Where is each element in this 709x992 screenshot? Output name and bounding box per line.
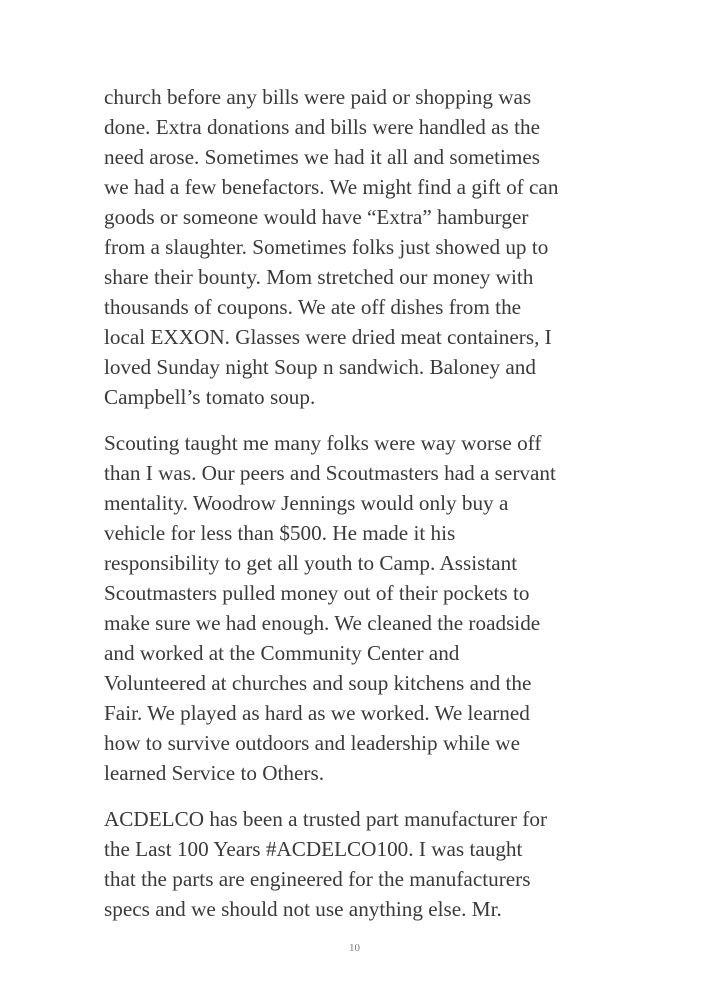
- text-line: goods or someone would have “Extra” hamburger: [104, 205, 529, 229]
- text-line: ACDELCO has been a trusted part manufacturer for: [104, 807, 548, 831]
- text-line: how to survive outdoors and leadership while we: [104, 731, 521, 755]
- text-line: than I was. Our peers and Scoutmasters had a servant: [104, 461, 556, 485]
- text-line: we had a few benefactors. We might find a gift of can: [104, 175, 559, 199]
- paragraph-scouting: [104, 428, 606, 788]
- text-line: vehicle for less than $500. He made it his: [104, 521, 456, 545]
- text-line: Scoutmasters pulled money out of their pockets to: [104, 581, 530, 605]
- body-text: [104, 82, 606, 940]
- text-line: thousands of coupons. We ate off dishes from the: [104, 295, 522, 319]
- text-line: loved Sunday night Soup n sandwich. Baloney and: [104, 355, 536, 379]
- text-line: share their bounty. Mom stretched our money with: [104, 265, 534, 289]
- text-line: from a slaughter. Sometimes folks just showed up to: [104, 235, 549, 259]
- text-line: responsibility to get all youth to Camp. Assistant: [104, 551, 518, 575]
- paragraph-acdelco: [104, 804, 606, 924]
- text-line: done. Extra donations and bills were handled as the: [104, 115, 540, 139]
- text-line: need arose. Sometimes we had it all and sometimes: [104, 145, 540, 169]
- text-line: Volunteered at churches and soup kitchens and the: [104, 671, 532, 695]
- text-line: Campbell’s tomato soup.: [104, 385, 316, 409]
- text-line: church before any bills were paid or shopping was: [104, 85, 532, 109]
- text-line: Fair. We played as hard as we worked. We learned: [104, 701, 530, 725]
- text-line: Scouting taught me many folks were way worse off: [104, 431, 542, 455]
- text-line: make sure we had enough. We cleaned the roadside: [104, 611, 541, 635]
- text-line: that the parts are engineered for the manufacturers: [104, 867, 531, 891]
- text-line: mentality. Woodrow Jennings would only buy a: [104, 491, 509, 515]
- page-number: 10: [349, 942, 360, 954]
- text-line: specs and we should not use anything else. Mr.: [104, 897, 502, 921]
- paragraph-household-budget: [104, 82, 606, 412]
- text-line: local EXXON. Glasses were dried meat containers, I: [104, 325, 552, 349]
- text-line: the Last 100 Years #ACDELCO100. I was taught: [104, 837, 523, 861]
- text-line: learned Service to Others.: [104, 761, 325, 785]
- text-line: and worked at the Community Center and: [104, 641, 460, 665]
